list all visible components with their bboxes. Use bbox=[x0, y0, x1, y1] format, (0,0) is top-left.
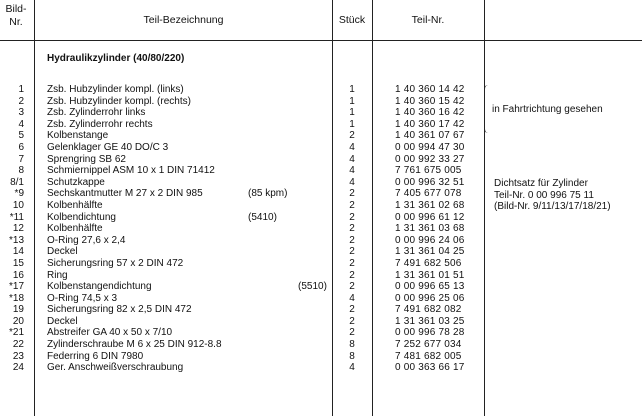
row-bild-nr: 14 bbox=[12, 246, 24, 258]
table-row bbox=[0, 212, 642, 224]
parts-table-body bbox=[0, 84, 642, 374]
row-teil-nr: 1 40 361 07 67 bbox=[395, 130, 465, 142]
row-bezeichnung: Kolbenstangendichtung bbox=[47, 281, 152, 293]
row-teil-nr: 1 40 360 15 42 bbox=[395, 95, 465, 107]
row-bezeichnung: Abstreifer GA 40 x 50 x 7/10 bbox=[47, 327, 173, 339]
row-bild-nr: *17 bbox=[8, 281, 24, 293]
row-stueck: 2 bbox=[349, 234, 355, 246]
row-bezeichnung: Schutzkappe bbox=[47, 176, 105, 188]
row-bild-nr: 19 bbox=[12, 304, 24, 316]
row-bild-nr: 8/1 bbox=[10, 176, 24, 188]
table-row bbox=[0, 246, 642, 258]
row-teil-nr: 1 31 361 02 68 bbox=[395, 199, 465, 211]
row-bezeichnung: Sprengring SB 62 bbox=[47, 153, 126, 165]
header-teil-nr: Teil-Nr. bbox=[411, 14, 445, 26]
table-row bbox=[0, 304, 642, 316]
row-stueck: 2 bbox=[349, 211, 355, 223]
row-stueck: 2 bbox=[349, 281, 355, 293]
row-bild-nr: *13 bbox=[8, 234, 24, 246]
header-bild-line1: Bild- bbox=[5, 3, 27, 15]
table-row bbox=[0, 119, 642, 131]
row-stueck: 2 bbox=[349, 315, 355, 327]
seal-note-line2: Teil-Nr. 0 00 996 75 11 bbox=[494, 189, 594, 201]
row-bild-nr: 5 bbox=[18, 130, 24, 142]
row-stueck: 2 bbox=[349, 188, 355, 200]
row-teil-nr: 1 31 361 03 25 bbox=[395, 315, 465, 327]
row-bezeichnung: Sechskantmutter M 27 x 2 DIN 985 bbox=[47, 188, 203, 200]
row-teil-nr: 1 31 361 03 68 bbox=[395, 223, 465, 235]
row-bild-nr: 24 bbox=[12, 362, 24, 374]
row-stueck: 1 bbox=[349, 95, 355, 107]
row-bild-nr: 22 bbox=[12, 339, 24, 351]
row-stueck: 2 bbox=[349, 304, 355, 316]
row-stueck: 2 bbox=[349, 257, 355, 269]
table-row bbox=[0, 316, 642, 328]
row-bezeichnung: Kolbenstange bbox=[47, 130, 109, 142]
table-row bbox=[0, 223, 642, 235]
table-row bbox=[0, 154, 642, 166]
row-bezeichnung: Zsb. Hubzylinder kompl. (links) bbox=[47, 84, 184, 95]
row-stueck: 2 bbox=[349, 223, 355, 235]
row-bild-nr: 20 bbox=[12, 315, 24, 327]
row-stueck: 2 bbox=[349, 199, 355, 211]
row-teil-nr: 0 00 996 61 12 bbox=[395, 211, 465, 223]
row-stueck: 4 bbox=[349, 362, 355, 374]
seal-note-line3: (Bild-Nr. 9/11/13/17/18/21) bbox=[494, 201, 611, 213]
row-bezeichnung: Schmiernippel ASM 10 x 1 DIN 71412 bbox=[47, 165, 215, 177]
row-bild-nr: 6 bbox=[18, 141, 24, 153]
row-bezeichnung: O-Ring 27,6 x 2,4 bbox=[47, 234, 126, 246]
row-stueck: 1 bbox=[349, 118, 355, 130]
row-teil-nr: 0 00 996 78 28 bbox=[395, 327, 465, 339]
header-teil-bezeichnung: Teil-Bezeichnung bbox=[143, 14, 224, 26]
row-stueck: 4 bbox=[349, 141, 355, 153]
row-stueck: 2 bbox=[349, 327, 355, 339]
section-title: Hydraulikzylinder (40/80/220) bbox=[47, 53, 185, 64]
table-row bbox=[0, 235, 642, 247]
row-teil-nr: 0 00 996 65 13 bbox=[395, 281, 465, 293]
row-teil-nr: 1 40 360 14 42 bbox=[395, 84, 465, 95]
row-bild-nr: *21 bbox=[8, 327, 24, 339]
seal-kit-note bbox=[494, 178, 611, 213]
header-bild-nr bbox=[0, 3, 32, 29]
row-stueck: 1 bbox=[349, 84, 355, 95]
row-stueck: 8 bbox=[349, 339, 355, 351]
header-divider bbox=[0, 40, 642, 41]
row-bild-nr: *18 bbox=[8, 292, 24, 304]
row-bild-nr: *9 bbox=[14, 188, 24, 200]
row-bild-nr: 1 bbox=[18, 84, 24, 95]
row-bild-nr: 2 bbox=[18, 95, 24, 107]
row-bild-nr: 10 bbox=[12, 199, 24, 211]
row-stueck: 2 bbox=[349, 246, 355, 258]
row-bild-nr: 16 bbox=[12, 269, 24, 281]
row-bild-nr: 12 bbox=[12, 223, 24, 235]
row-teil-nr: 1 40 360 16 42 bbox=[395, 107, 465, 119]
row-teil-nr: 1 31 361 01 51 bbox=[395, 269, 465, 281]
row-teil-nr: 7 252 677 034 bbox=[395, 339, 462, 351]
table-row bbox=[0, 327, 642, 339]
row-teil-nr: 7 481 682 005 bbox=[395, 350, 462, 362]
row-bezeichnung: Deckel bbox=[47, 315, 78, 327]
row-annotation: (5410) bbox=[248, 211, 277, 223]
row-bezeichnung: Ger. Anschweißverschraubung bbox=[47, 362, 184, 374]
row-stueck: 4 bbox=[349, 153, 355, 165]
row-bild-nr: 7 bbox=[18, 153, 24, 165]
row-bezeichnung: Gelenklager GE 40 DO/C 3 bbox=[47, 141, 169, 153]
row-teil-nr: 1 31 361 04 25 bbox=[395, 246, 465, 258]
row-stueck: 2 bbox=[349, 269, 355, 281]
row-teil-nr: 0 00 992 33 27 bbox=[395, 153, 465, 165]
row-bezeichnung: Federring 6 DIN 7980 bbox=[47, 350, 144, 362]
row-teil-nr: 0 00 996 25 06 bbox=[395, 292, 465, 304]
row-annotation: (5510) bbox=[298, 281, 327, 293]
row-teil-nr: 0 00 363 66 17 bbox=[395, 362, 465, 374]
row-teil-nr: 0 00 994 47 30 bbox=[395, 141, 465, 153]
row-bezeichnung: Zylinderschraube M 6 x 25 DIN 912-8.8 bbox=[47, 339, 222, 351]
row-bild-nr: 15 bbox=[12, 257, 24, 269]
row-stueck: 8 bbox=[349, 350, 355, 362]
row-teil-nr: 0 00 996 24 06 bbox=[395, 234, 465, 246]
row-bild-nr: *11 bbox=[9, 211, 24, 223]
header-stueck: Stück bbox=[338, 14, 366, 26]
row-bezeichnung: Deckel bbox=[47, 246, 78, 258]
brace-note: in Fahrtrichtung gesehen bbox=[492, 104, 603, 115]
row-bezeichnung: Zsb. Zylinderrohr rechts bbox=[47, 118, 153, 130]
row-bezeichnung: O-Ring 74,5 x 3 bbox=[47, 292, 118, 304]
row-teil-nr: 1 40 360 17 42 bbox=[395, 118, 465, 130]
table-row bbox=[0, 339, 642, 351]
table-row bbox=[0, 293, 642, 305]
row-stueck: 4 bbox=[349, 165, 355, 177]
row-teil-nr: 7 491 682 506 bbox=[395, 257, 462, 269]
row-stueck: 4 bbox=[349, 176, 355, 188]
row-bezeichnung: Kolbenhälfte bbox=[47, 199, 103, 211]
row-bezeichnung: Kolbendichtung bbox=[47, 211, 116, 223]
row-bezeichnung: Zsb. Zylinderrohr links bbox=[47, 107, 146, 119]
row-bild-nr: 3 bbox=[18, 107, 24, 119]
seal-note-line1: Dichtsatz für Zylinder bbox=[494, 178, 588, 189]
row-bild-nr: 8 bbox=[18, 165, 24, 177]
row-annotation: (85 kpm) bbox=[248, 188, 288, 200]
row-teil-nr: 0 00 996 32 51 bbox=[395, 176, 465, 188]
table-row bbox=[0, 130, 642, 142]
header-bild-line2: Nr. bbox=[9, 16, 23, 28]
row-bild-nr: 23 bbox=[12, 350, 24, 362]
row-stueck: 4 bbox=[349, 292, 355, 304]
table-row bbox=[0, 142, 642, 154]
table-row bbox=[0, 351, 642, 363]
table-row bbox=[0, 281, 642, 293]
row-stueck: 1 bbox=[349, 107, 355, 119]
table-row bbox=[0, 270, 642, 282]
row-bezeichnung: Sicherungsring 57 x 2 DIN 472 bbox=[47, 257, 184, 269]
table-row bbox=[0, 84, 642, 96]
row-bezeichnung: Kolbenhälfte bbox=[47, 223, 103, 235]
table-row bbox=[0, 362, 642, 374]
row-bild-nr: 4 bbox=[18, 118, 24, 130]
row-teil-nr: 7 405 677 078 bbox=[395, 188, 462, 200]
row-bezeichnung: Sicherungsring 82 x 2,5 DIN 472 bbox=[47, 304, 192, 316]
row-bezeichnung: Zsb. Hubzylinder kompl. (rechts) bbox=[47, 95, 191, 107]
row-teil-nr: 7 491 682 082 bbox=[395, 304, 462, 316]
table-row bbox=[0, 258, 642, 270]
brace-mark bbox=[484, 85, 491, 133]
table-row bbox=[0, 165, 642, 177]
row-teil-nr: 7 761 675 005 bbox=[395, 165, 462, 177]
row-stueck: 2 bbox=[349, 130, 355, 142]
row-bezeichnung: Ring bbox=[47, 269, 68, 281]
